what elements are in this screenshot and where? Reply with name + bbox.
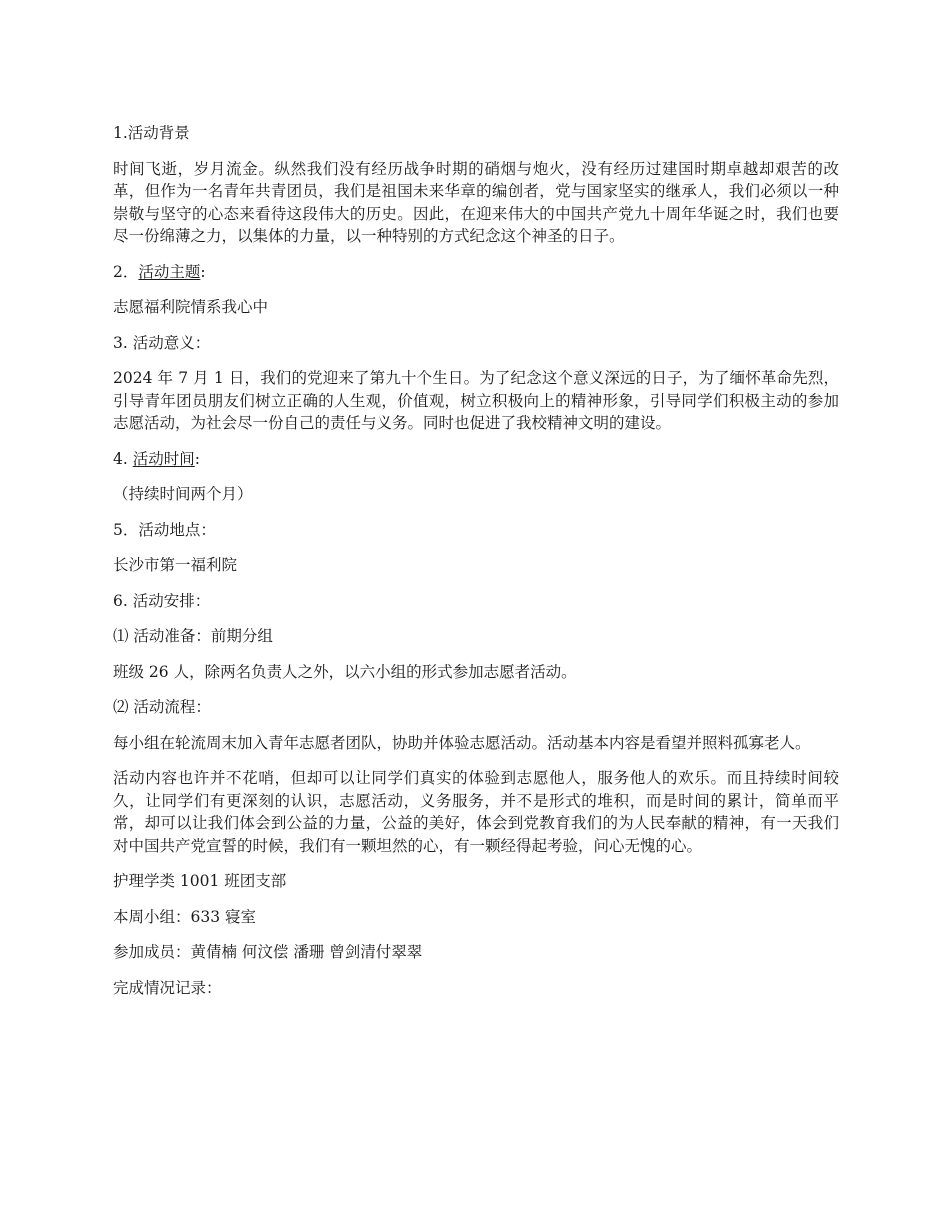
- section-4-number: 4.: [113, 449, 133, 468]
- section-4-body: （持续时间两个月）: [113, 485, 253, 503]
- footer-group: 本周小组：633 寝室: [113, 907, 257, 926]
- section-2-number: 2．: [113, 262, 139, 281]
- section-3-heading: 3. 活动意义：: [113, 333, 211, 352]
- section-6-sub2-heading: ⑵ 活动流程：: [113, 698, 211, 716]
- section-3-body: 2024 年 7 月 1 日，我们的党迎来了第九十个生日。为了纪念这个意义深远的日子，为了缅怀革命先烈，引导青年团员朋友们树立正确的人生观，价值观，树立积极向上的精神形象，引导同学们积极主动的参加志愿活动，为社会尽一份自己的责任与义务。同时也促进了我校精神文明的建设。: [113, 369, 839, 432]
- section-6-sub1-body: 班级 26 人，除两名负责人之外，以六小组的形式参加志愿者活动。: [113, 662, 577, 681]
- section-6-heading: 6. 活动安排：: [113, 591, 211, 610]
- footer-org: 护理学类 1001 班团支部: [113, 872, 287, 890]
- section-6-sub1-heading: ⑴ 活动准备：前期分组: [113, 627, 273, 645]
- document-page: [113, 122, 839, 1012]
- section-5-body: 长沙市第一福利院: [113, 556, 238, 574]
- section-4-colon: :: [194, 449, 200, 468]
- section-6-sub2-body-2: 活动内容也许并不花哨，但却可以让同学们真实的体验到志愿他人，服务他人的欢乐。而且持续时间较久，让同学们有更深刻的认识，志愿活动，义务服务，并不是形式的堆积，而是时间的累计，简单而平常，却可以让我们体会到公益的力量，公益的美好，体会到党教育我们的为人民奉献的精神，有一天我们对中国共产党宣誓的时候，我们有一颗坦然的心，有一颗经得起考验，问心无愧的心。: [113, 769, 839, 855]
- section-4-heading: [113, 448, 839, 471]
- section-5-heading: 5．活动地点：: [113, 520, 216, 539]
- section-1-heading: 1.活动背景: [113, 124, 190, 142]
- section-2-heading: [113, 261, 839, 284]
- section-6-sub2-body-1: 每小组在轮流周末加入青年志愿者团队，协助并体验志愿活动。活动基本内容是看望并照料孤寡老人。: [113, 733, 811, 752]
- footer-members: 参加成员：黄倩楠 何汶偿 潘珊 曾剑清付翠翠: [113, 943, 423, 961]
- section-2-title: 活动主题: [138, 262, 201, 281]
- section-4-title: 活动时间: [132, 449, 195, 468]
- section-2-body: 志愿福利院情系我心中: [113, 298, 269, 316]
- section-1-body: 时间飞逝，岁月流金。纵然我们没有经历战争时期的硝烟与炮火，没有经历过建国时期卓越却艰苦的改革，但作为一名青年共青团员，我们是祖国未来华章的编创者，党与国家坚实的继承人，我们必须以一种崇敬与坚守的心态来看待这段伟大的历史。因此，在迎来伟大的中国共产党九十周年华诞之时，我们也要尽一份绵薄之力，以集体的力量，以一种特别的方式纪念这个神圣的日子。: [113, 159, 839, 245]
- footer-record: 完成情况记录：: [113, 978, 222, 997]
- section-2-colon: :: [200, 262, 206, 281]
